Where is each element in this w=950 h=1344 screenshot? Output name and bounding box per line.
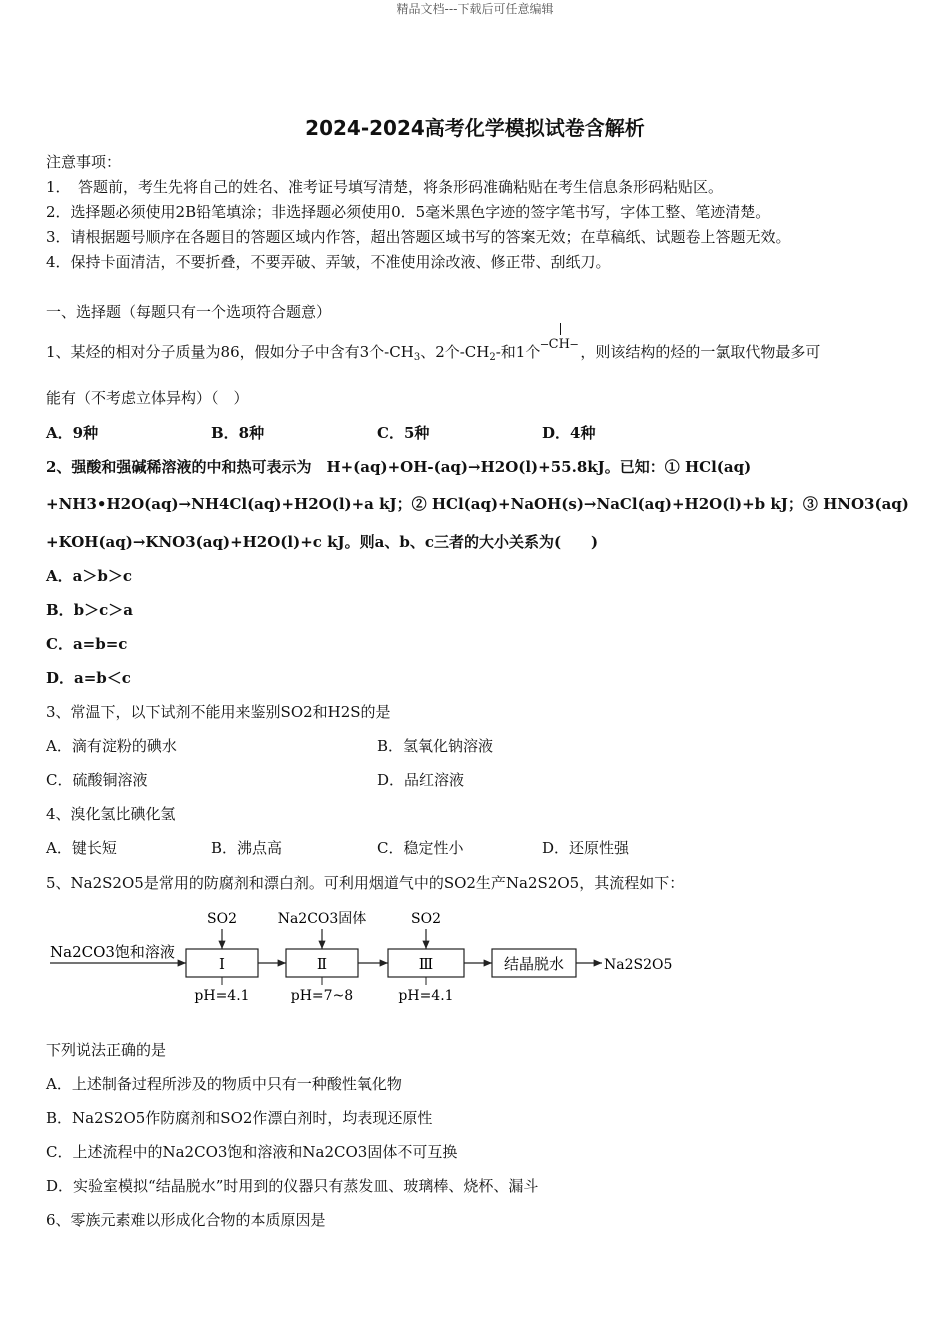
flow-input: SO2 <box>207 911 237 927</box>
option-a[interactable]: A．9种 <box>46 424 99 442</box>
flow-step-label: Ⅲ <box>418 955 434 973</box>
flow-input: Na2CO3固体 <box>277 911 367 927</box>
option-b[interactable]: B．氢氧化钠溶液 <box>377 737 494 755</box>
q2-stem-cont: +NH3•H2O(aq)→NH4Cl(aq)+H2O(l)+a kJ；② HCl(aq)+NaOH(s)→NaCl(aq)+H2O(l)+b kJ；③ HNO3(aq) <box>46 495 909 513</box>
ch-structure-icon: ‒CH‒ <box>540 339 580 359</box>
notice-heading: 注意事项： <box>46 153 122 171</box>
notice-item: 2．选择题必须使用2B铅笔填涂；非选择题必须使用0．5毫米黑色字迹的签字笔书写，字体工整、笔迹清楚。 <box>46 203 771 221</box>
option-d[interactable]: D．实验室模拟“结晶脱水”时用到的仪器只有蒸发皿、玻璃棒、烧杯、漏斗 <box>46 1177 539 1195</box>
flow-step-label: Ⅰ <box>219 955 225 973</box>
flow-input: SO2 <box>411 911 441 927</box>
flow-feed: Na2CO3饱和溶液 <box>50 943 175 961</box>
option-a[interactable]: A．上述制备过程所涉及的物质中只有一种酸性氧化物 <box>46 1075 402 1093</box>
flow-step-label: Ⅱ <box>316 955 328 973</box>
option-c[interactable]: C．稳定性小 <box>377 839 464 857</box>
option-c[interactable]: C．上述流程中的Na2CO3饱和溶液和Na2CO3固体不可互换 <box>46 1143 458 1161</box>
q3-stem: 3、常温下，以下试剂不能用来鉴别SO2和H2S的是 <box>46 703 391 721</box>
page-title: 2024-2024高考化学模拟试卷含解析 <box>305 116 645 140</box>
notice-item: 4．保持卡面清洁，不要折叠，不要弄破、弄皱，不准使用涂改液、修正带、刮纸刀。 <box>46 253 611 271</box>
option-b[interactable]: B．b＞c＞a <box>46 601 134 619</box>
flow-ph: pH=4.1 <box>194 988 250 1004</box>
watermark: 精品文档---下载后可任意编辑 <box>396 2 554 16</box>
option-c[interactable]: C．5种 <box>377 424 430 442</box>
section-heading: 一、选择题（每题只有一个选项符合题意） <box>46 303 332 321</box>
q5-stem: 5、Na2S2O5是常用的防腐剂和漂白剂。可利用烟道气中的SO2生产Na2S2O5，其流程如下： <box>46 874 685 892</box>
q1-stem: 1、某烃的相对分子质量为86，假如分子中含有3个$-CH_3$、2个$-CH_2-$和1个 ‒CH‒ ，则该结构的烃的一氯取代物最多可 <box>46 339 820 362</box>
q1-stem-cont: 能有（不考虑立体异构）（ ） <box>46 389 249 407</box>
option-d[interactable]: D．a=b＜c <box>46 669 131 687</box>
flow-ph: pH=4.1 <box>398 988 454 1004</box>
flow-product: Na2S2O5 <box>604 957 673 973</box>
option-d[interactable]: D．还原性强 <box>542 839 630 857</box>
q2-stem: 2、强酸和强碱稀溶液的中和热可表示为 H+(aq)+OH-(aq)→H2O(l)+55.8kJ。已知：① HCl(aq) <box>46 458 752 476</box>
option-c[interactable]: C．硫酸铜溶液 <box>46 771 148 789</box>
notice-item: 3．请根据题号顺序在各题目的答题区域内作答，超出答题区域书写的答案无效；在草稿纸、试题卷上答题无效。 <box>46 228 791 246</box>
q6-stem: 6、零族元素难以形成化合物的本质原因是 <box>46 1211 326 1229</box>
flow-final-label: 结晶脱水 <box>503 955 565 973</box>
process-flow-diagram <box>46 905 686 1005</box>
option-c[interactable]: C．a=b=c <box>46 635 128 653</box>
option-d[interactable]: D．品红溶液 <box>377 771 465 789</box>
option-a[interactable]: A．a＞b＞c <box>46 567 132 585</box>
option-a[interactable]: A．键长短 <box>46 839 117 857</box>
option-b[interactable]: B．8种 <box>211 424 265 442</box>
option-a[interactable]: A．滴有淀粉的碘水 <box>46 737 177 755</box>
option-b[interactable]: B．沸点高 <box>211 839 283 857</box>
q2-stem-cont: +KOH(aq)→KNO3(aq)+H2O(l)+c kJ。则a、b、c三者的大小关系为( ) <box>46 533 599 551</box>
option-d[interactable]: D．4种 <box>542 424 596 442</box>
option-b[interactable]: B．Na2S2O5作防腐剂和SO2作漂白剂时，均表现还原性 <box>46 1109 433 1127</box>
flow-ph: pH=7~8 <box>290 988 354 1004</box>
q4-stem: 4、溴化氢比碘化氢 <box>46 805 176 823</box>
q5-ask: 下列说法正确的是 <box>46 1041 167 1059</box>
notice-item: 1． 答题前，考生先将自己的姓名、准考证号填写清楚，将条形码准确粘贴在考生信息条形码粘贴区。 <box>46 178 724 196</box>
